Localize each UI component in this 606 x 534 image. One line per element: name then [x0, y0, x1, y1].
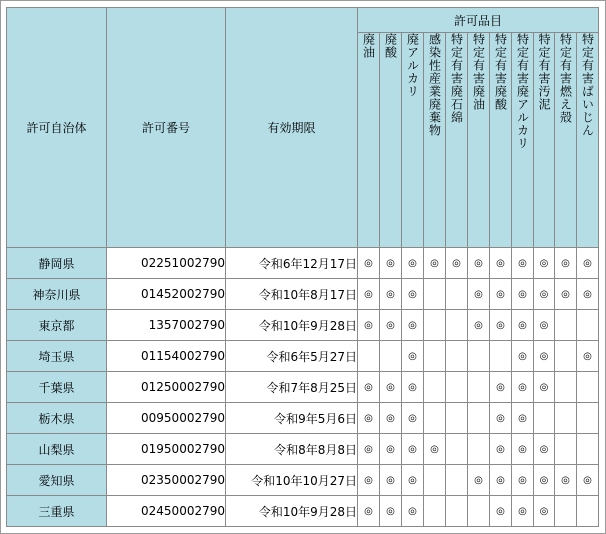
- header-item: [468, 33, 490, 248]
- empty-mark-cell: [577, 496, 599, 527]
- row-expiry: 令和10年9月28日: [226, 310, 358, 341]
- empty-mark-cell: [555, 403, 577, 434]
- permit-mark: ◎: [534, 279, 555, 310]
- permit-mark: ◎: [490, 403, 512, 434]
- permit-mark: ◎: [555, 279, 577, 310]
- row-expiry: 令和10年9月28日: [226, 496, 358, 527]
- empty-mark-cell: [577, 372, 599, 403]
- row-expiry: 令和10年8月17日: [226, 279, 358, 310]
- empty-mark-cell: [446, 372, 468, 403]
- empty-mark-cell: [446, 310, 468, 341]
- permit-mark: ◎: [380, 403, 402, 434]
- permit-table: [6, 7, 599, 527]
- row-permit-number: 01950002790: [107, 434, 226, 465]
- row-expiry: 令和10年10月27日: [226, 465, 358, 496]
- empty-mark-cell: [446, 496, 468, 527]
- empty-mark-cell: [424, 341, 446, 372]
- empty-mark-cell: [446, 341, 468, 372]
- header-item: [446, 33, 468, 248]
- header-item-label: 廃アルカリ: [405, 33, 420, 98]
- row-authority: 愛知県: [7, 465, 107, 496]
- empty-mark-cell: [424, 279, 446, 310]
- row-expiry: 令和8年8月8日: [226, 434, 358, 465]
- permit-mark: ◎: [512, 403, 534, 434]
- header-item-label: 特定有害廃アルカリ: [515, 33, 530, 150]
- empty-mark-cell: [446, 434, 468, 465]
- empty-mark-cell: [490, 341, 512, 372]
- permit-mark: ◎: [577, 465, 599, 496]
- empty-mark-cell: [555, 310, 577, 341]
- permit-mark: ◎: [402, 248, 424, 279]
- table-row: [7, 403, 599, 434]
- permit-mark: ◎: [534, 248, 555, 279]
- permit-mark: ◎: [380, 372, 402, 403]
- header-permit-number: 許可番号: [107, 8, 226, 248]
- header-authority: 許可自治体: [7, 8, 107, 248]
- header-item-label: 特定有害廃石綿: [449, 33, 464, 124]
- permit-mark: ◎: [490, 372, 512, 403]
- header-item-label: 感染性産業廃棄物: [427, 33, 442, 137]
- header-expiry: 有効期限: [226, 8, 358, 248]
- table-row: [7, 496, 599, 527]
- permit-mark: ◎: [555, 465, 577, 496]
- permit-mark: ◎: [446, 248, 468, 279]
- permit-mark: ◎: [402, 310, 424, 341]
- empty-mark-cell: [424, 310, 446, 341]
- header-item: [424, 33, 446, 248]
- permit-mark: ◎: [534, 434, 555, 465]
- permit-mark: ◎: [490, 434, 512, 465]
- permit-mark: ◎: [512, 248, 534, 279]
- row-permit-number: 01452002790: [107, 279, 226, 310]
- row-authority: 千葉県: [7, 372, 107, 403]
- permit-mark: ◎: [358, 372, 380, 403]
- permit-mark: ◎: [490, 248, 512, 279]
- permit-mark: ◎: [490, 496, 512, 527]
- row-authority: 栃木県: [7, 403, 107, 434]
- permit-mark: ◎: [512, 496, 534, 527]
- row-permit-number: 1357002790: [107, 310, 226, 341]
- permit-mark: ◎: [577, 248, 599, 279]
- header-item: [358, 33, 380, 248]
- permit-mark: ◎: [358, 434, 380, 465]
- table-row: [7, 465, 599, 496]
- row-expiry: 令和6年5月27日: [226, 341, 358, 372]
- header-item-label: 特定有害燃え殻: [558, 33, 573, 124]
- empty-mark-cell: [446, 403, 468, 434]
- table-row: [7, 341, 599, 372]
- row-authority: 山梨県: [7, 434, 107, 465]
- permit-mark: ◎: [380, 496, 402, 527]
- header-item: [534, 33, 555, 248]
- empty-mark-cell: [424, 372, 446, 403]
- header-item: [512, 33, 534, 248]
- permit-mark: ◎: [402, 279, 424, 310]
- permit-mark: ◎: [490, 310, 512, 341]
- row-authority: 三重県: [7, 496, 107, 527]
- empty-mark-cell: [577, 434, 599, 465]
- empty-mark-cell: [468, 341, 490, 372]
- row-permit-number: 02450002790: [107, 496, 226, 527]
- permit-mark: ◎: [490, 465, 512, 496]
- permit-mark: ◎: [534, 341, 555, 372]
- permit-mark: ◎: [468, 248, 490, 279]
- empty-mark-cell: [424, 465, 446, 496]
- table-row: [7, 310, 599, 341]
- permit-mark: ◎: [424, 434, 446, 465]
- table-row: [7, 372, 599, 403]
- permit-mark: ◎: [358, 403, 380, 434]
- permit-mark: ◎: [358, 465, 380, 496]
- permit-mark: ◎: [358, 310, 380, 341]
- empty-mark-cell: [534, 403, 555, 434]
- header-item-label: 廃油: [361, 33, 376, 59]
- permit-mark: ◎: [468, 279, 490, 310]
- permit-mark: ◎: [402, 403, 424, 434]
- row-permit-number: 02350002790: [107, 465, 226, 496]
- permit-mark: ◎: [380, 248, 402, 279]
- empty-mark-cell: [555, 372, 577, 403]
- permit-mark: ◎: [402, 372, 424, 403]
- empty-mark-cell: [555, 434, 577, 465]
- empty-mark-cell: [555, 341, 577, 372]
- row-permit-number: 01154002790: [107, 341, 226, 372]
- permit-mark: ◎: [380, 465, 402, 496]
- empty-mark-cell: [577, 310, 599, 341]
- header-item: [577, 33, 599, 248]
- header-item-label: 廃酸: [383, 33, 398, 59]
- permit-mark: ◎: [380, 279, 402, 310]
- permit-mark: ◎: [534, 465, 555, 496]
- empty-mark-cell: [577, 403, 599, 434]
- table-row: [7, 279, 599, 310]
- header-item: [490, 33, 512, 248]
- row-authority: 埼玉県: [7, 341, 107, 372]
- row-expiry: 令和9年5月6日: [226, 403, 358, 434]
- row-permit-number: 00950002790: [107, 403, 226, 434]
- header-item-label: 特定有害ばいじん: [580, 33, 595, 137]
- row-permit-number: 02251002790: [107, 248, 226, 279]
- table-row: [7, 248, 599, 279]
- empty-mark-cell: [358, 341, 380, 372]
- table-row: [7, 434, 599, 465]
- row-authority: 静岡県: [7, 248, 107, 279]
- permit-mark: ◎: [358, 248, 380, 279]
- empty-mark-cell: [424, 403, 446, 434]
- header-item-label: 特定有害廃油: [471, 33, 486, 111]
- empty-mark-cell: [424, 496, 446, 527]
- empty-mark-cell: [468, 496, 490, 527]
- permit-mark: ◎: [490, 279, 512, 310]
- permit-mark: ◎: [512, 465, 534, 496]
- permit-mark: ◎: [380, 310, 402, 341]
- permit-mark: ◎: [512, 279, 534, 310]
- empty-mark-cell: [380, 341, 402, 372]
- row-permit-number: 01250002790: [107, 372, 226, 403]
- permit-mark: ◎: [534, 372, 555, 403]
- row-expiry: 令和6年12月17日: [226, 248, 358, 279]
- permit-mark: ◎: [512, 341, 534, 372]
- empty-mark-cell: [468, 372, 490, 403]
- header-permitted-items: 許可品目: [358, 8, 599, 33]
- header-item: [380, 33, 402, 248]
- permit-mark: ◎: [534, 310, 555, 341]
- permit-mark: ◎: [555, 248, 577, 279]
- permit-mark: ◎: [358, 496, 380, 527]
- header-item: [555, 33, 577, 248]
- row-authority: 東京都: [7, 310, 107, 341]
- permit-mark: ◎: [380, 434, 402, 465]
- permit-mark: ◎: [402, 341, 424, 372]
- empty-mark-cell: [555, 496, 577, 527]
- permit-mark: ◎: [468, 310, 490, 341]
- permit-mark: ◎: [512, 372, 534, 403]
- header-item-label: 特定有害廃酸: [493, 33, 508, 111]
- permit-mark: ◎: [577, 341, 599, 372]
- empty-mark-cell: [468, 403, 490, 434]
- permit-mark: ◎: [402, 496, 424, 527]
- empty-mark-cell: [446, 279, 468, 310]
- header-item: [402, 33, 424, 248]
- empty-mark-cell: [446, 465, 468, 496]
- permit-mark: ◎: [534, 496, 555, 527]
- header-item-label: 特定有害汚泥: [537, 33, 551, 111]
- row-authority: 神奈川県: [7, 279, 107, 310]
- permit-mark: ◎: [468, 465, 490, 496]
- permit-mark: ◎: [512, 310, 534, 341]
- permit-mark: ◎: [358, 279, 380, 310]
- row-expiry: 令和7年8月25日: [226, 372, 358, 403]
- permit-mark: ◎: [402, 465, 424, 496]
- permit-mark: ◎: [424, 248, 446, 279]
- permit-mark: ◎: [577, 279, 599, 310]
- empty-mark-cell: [468, 434, 490, 465]
- permit-mark: ◎: [402, 434, 424, 465]
- permit-mark: ◎: [512, 434, 534, 465]
